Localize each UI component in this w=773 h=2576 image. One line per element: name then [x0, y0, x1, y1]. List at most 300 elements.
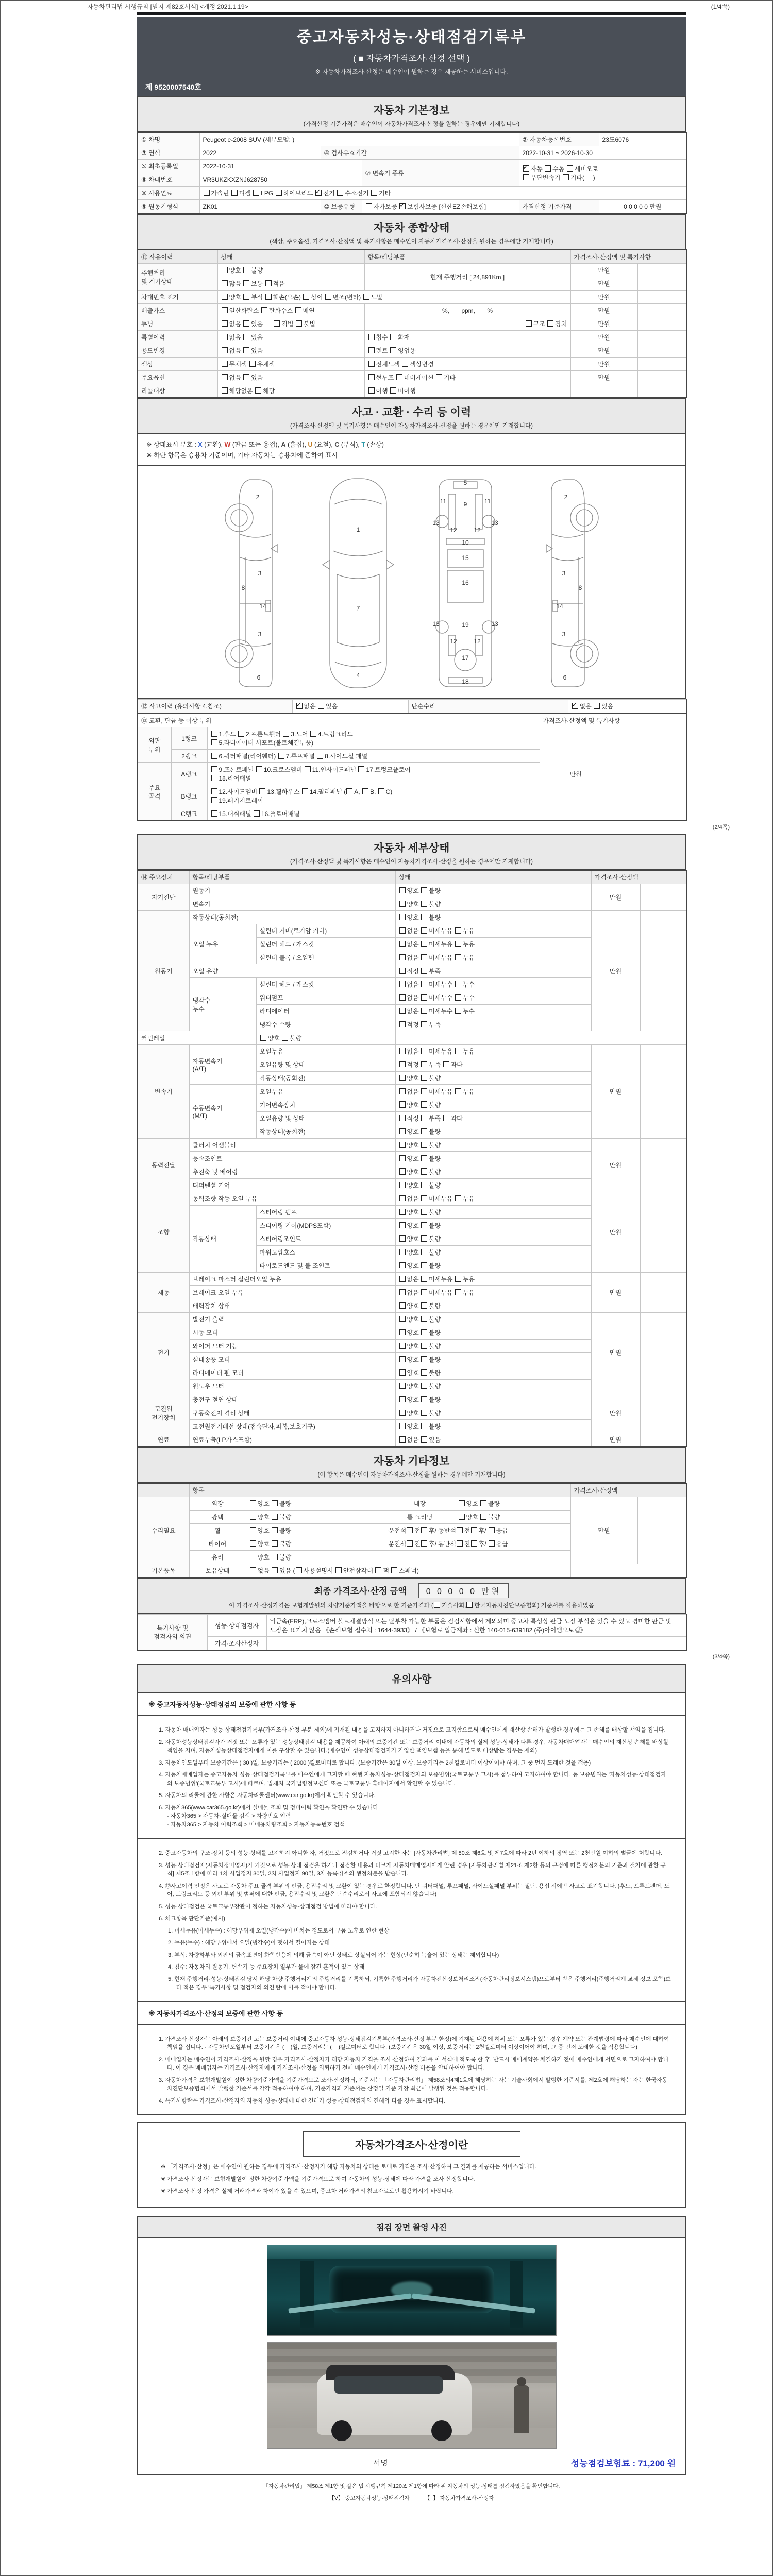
checkbox[interactable]: [371, 190, 377, 196]
checkbox[interactable]: [480, 1514, 486, 1520]
checkbox[interactable]: [421, 1423, 427, 1429]
section-detail-header: [137, 834, 686, 870]
checkbox[interactable]: [399, 1088, 406, 1094]
checkbox[interactable]: [455, 954, 461, 960]
section-etc-title: 자동차 기타정보: [373, 1455, 450, 1467]
checkbox[interactable]: [368, 387, 375, 394]
checkbox[interactable]: [443, 1061, 449, 1067]
checkbox[interactable]: [399, 1235, 406, 1242]
table-cell: 특별이력: [138, 331, 217, 344]
table-cell: 15.대쉬패널 16.플로어패널: [207, 807, 540, 821]
checkbox-checked[interactable]: [296, 703, 303, 709]
checkbox[interactable]: [204, 190, 210, 196]
checkbox[interactable]: [399, 1008, 406, 1014]
checkbox[interactable]: [399, 1289, 406, 1295]
table-cell: 변속기: [138, 1045, 189, 1139]
checkbox[interactable]: [459, 1500, 465, 1506]
checkbox[interactable]: [421, 1075, 427, 1081]
checkbox[interactable]: [443, 1115, 449, 1121]
table-cell: 없음 있음 ( 사용설명서 안전삼각대 잭 스패너): [246, 1564, 570, 1578]
checkbox[interactable]: [421, 994, 427, 1001]
checkbox[interactable]: [455, 1289, 461, 1295]
table-cell: 커먼레일: [138, 1031, 256, 1045]
checkbox[interactable]: [421, 1088, 427, 1094]
checkbox[interactable]: [421, 1383, 427, 1389]
checkbox[interactable]: [421, 1128, 427, 1134]
checkbox[interactable]: [296, 1567, 302, 1573]
checkbox[interactable]: [421, 914, 427, 920]
checkbox[interactable]: [421, 887, 427, 893]
table-cell: A랭크: [171, 763, 207, 785]
table-cell: 휠: [189, 1524, 246, 1537]
checkbox[interactable]: [399, 1276, 406, 1282]
checkbox[interactable]: [421, 1436, 427, 1443]
checkbox[interactable]: [421, 1356, 427, 1362]
checkbox[interactable]: [594, 703, 600, 709]
checkbox[interactable]: [243, 320, 249, 327]
checkbox[interactable]: [399, 1262, 406, 1268]
checkbox[interactable]: [421, 1289, 427, 1295]
checkbox[interactable]: [471, 1540, 477, 1547]
panel-number: 11: [440, 498, 446, 505]
checkbox[interactable]: [243, 374, 249, 380]
table-cell: 전기: [138, 1313, 189, 1393]
checkbox[interactable]: [399, 914, 406, 920]
checkbox[interactable]: [480, 1500, 486, 1506]
table-cell: 항목/해당부품: [364, 250, 570, 264]
table-cell: ⑭ 주요장치: [138, 870, 189, 884]
checkbox[interactable]: [250, 1567, 256, 1573]
checkbox[interactable]: [399, 1329, 406, 1335]
checkbox[interactable]: [310, 731, 316, 737]
checkbox[interactable]: [399, 1061, 406, 1067]
section-basic-title: 자동차 기본정보: [373, 105, 450, 116]
checkbox[interactable]: [256, 766, 262, 772]
checkbox[interactable]: [421, 1182, 427, 1188]
checkbox[interactable]: [523, 174, 529, 180]
checkbox[interactable]: [390, 334, 396, 340]
checkbox[interactable]: [261, 307, 267, 313]
checkbox[interactable]: [455, 1088, 461, 1094]
checkbox[interactable]: [276, 190, 282, 196]
checkbox[interactable]: [421, 954, 427, 960]
checkbox[interactable]: [337, 190, 343, 196]
checkbox[interactable]: [421, 1540, 427, 1547]
checkbox[interactable]: [368, 347, 375, 353]
table-cell: 없음 미세누유 누유: [395, 924, 591, 938]
checkbox[interactable]: [399, 1101, 406, 1108]
table-cell: 없음 미세누유 누유: [395, 1273, 591, 1286]
notices-list-b-items: [152, 1849, 671, 1923]
checkbox[interactable]: [265, 280, 272, 286]
checkbox[interactable]: [249, 361, 256, 367]
table-cell: 일산화탄소 탄화수소 매연: [217, 304, 364, 317]
checkbox[interactable]: [272, 1514, 278, 1520]
checkbox[interactable]: [421, 968, 427, 974]
table-cell: [637, 1497, 686, 1564]
section-accident-header: [137, 398, 686, 434]
signature-label: 서명: [373, 2458, 388, 2467]
checkbox[interactable]: [421, 1061, 427, 1067]
checkbox[interactable]: [296, 320, 302, 327]
checkbox[interactable]: [421, 927, 427, 934]
checkbox[interactable]: [399, 1195, 406, 1201]
notice-item: 2. 중고자동차의 구조·장치 등의 성능·상태를 고지하지 아니한 자, 거짓으로 점검하거나 거짓 고지한 자는 [자동차관리법] 제 80조 제6호 및 제7호에 따라 2년 이하의 징역 또는 2천만원 이하의 벌금에 처합니다.: [159, 1850, 662, 1856]
checkbox[interactable]: [421, 1168, 427, 1175]
table-cell: 브레이크 마스터 실린더오일 누유: [189, 1273, 395, 1286]
checkbox[interactable]: [407, 1527, 413, 1533]
checkbox-checked[interactable]: [523, 165, 529, 172]
table-cell: [640, 1192, 686, 1273]
notice-item: 6. 자동차365(www.car365.go.kr)에서 실매물 조회 및 정비이력 확인을 확인할 수 있습니다. - 자동차365 > 자동차·실매물 검색 > 차량번호 입력 - 자동차365 > 자동차 이력조회 > 매매용차량조회 > 자동차등록번호 검색: [159, 1804, 380, 1828]
checkbox[interactable]: [368, 374, 375, 380]
table-cell: 양호 불량: [395, 1420, 591, 1433]
table-cell: 많음 보통 적음: [217, 277, 364, 291]
checkbox[interactable]: [399, 1155, 406, 1161]
checkbox[interactable]: [421, 901, 427, 907]
checkbox[interactable]: [399, 1048, 406, 1054]
checkbox[interactable]: [243, 267, 249, 273]
table-cell: 이행 미이행: [364, 384, 570, 398]
checkbox[interactable]: [283, 731, 289, 737]
checkbox[interactable]: [390, 387, 396, 394]
checkbox[interactable]: [399, 1021, 406, 1027]
table-cell: 추진축 및 베어링: [189, 1165, 395, 1179]
checkbox[interactable]: [278, 753, 284, 759]
checkbox[interactable]: [421, 1329, 427, 1335]
checkbox[interactable]: [399, 1316, 406, 1322]
checkbox[interactable]: [489, 1527, 495, 1533]
checkbox[interactable]: [399, 1436, 406, 1443]
table-cell: 양호 불량: [395, 911, 591, 924]
car-diagram-side-right: [529, 472, 606, 694]
checkbox[interactable]: [471, 1527, 477, 1533]
checkbox[interactable]: [222, 307, 228, 313]
checkbox[interactable]: [317, 753, 323, 759]
checkbox[interactable]: [399, 968, 406, 974]
checkbox[interactable]: [421, 1410, 427, 1416]
section-detail-subtitle: (가격조사·산정액 및 특기사항은 매수인이 자동차가격조사·산정을 원하는 경우에만 기재합니다): [290, 859, 533, 865]
checkbox[interactable]: [563, 174, 569, 180]
table-cell: 양호 불량: [395, 1299, 591, 1313]
checkbox[interactable]: [455, 1195, 461, 1201]
table-cell: 실린더 커버(로커암 커버): [256, 924, 395, 938]
checkbox[interactable]: [222, 294, 228, 300]
checkbox[interactable]: [421, 1222, 427, 1228]
table-cell: 기본품목: [138, 1564, 189, 1578]
checkbox[interactable]: [222, 280, 228, 286]
final-price-block: [137, 1578, 686, 1614]
checkbox[interactable]: [243, 347, 249, 353]
checkbox[interactable]: [250, 1514, 256, 1520]
checkbox[interactable]: [346, 788, 352, 794]
table-cell: 없음 있음: [217, 371, 364, 384]
checkbox[interactable]: [421, 1209, 427, 1215]
checkbox[interactable]: [567, 165, 573, 172]
notices-list-b6-items: [152, 1927, 671, 1992]
checkbox[interactable]: [421, 1142, 427, 1148]
table-cell: [640, 1433, 686, 1447]
checkbox[interactable]: [305, 766, 311, 772]
checkbox[interactable]: [282, 1035, 288, 1041]
checkbox[interactable]: [457, 1540, 463, 1547]
table-cell: 상태: [395, 870, 591, 884]
checkbox[interactable]: [375, 1567, 381, 1573]
table-cell: 스티어링조인트: [256, 1232, 395, 1246]
checkbox[interactable]: [265, 294, 272, 300]
checkbox[interactable]: [455, 1276, 461, 1282]
checkbox[interactable]: [399, 1222, 406, 1228]
table-cell: 없음 미세누유 누유: [395, 1085, 591, 1098]
checkbox[interactable]: [335, 1567, 342, 1573]
checkbox[interactable]: [399, 941, 406, 947]
table-cell: 오일 유량: [189, 964, 395, 978]
checkbox[interactable]: [211, 788, 217, 794]
checkbox[interactable]: [436, 374, 442, 380]
checkbox[interactable]: [421, 1527, 427, 1533]
table-cell: 주행거리 및 계기상태: [138, 264, 217, 291]
checkbox[interactable]: [455, 1008, 461, 1014]
checkbox[interactable]: [368, 334, 375, 340]
checkbox[interactable]: [399, 1343, 406, 1349]
notice-item: 5. 현재 주행거리·성능·상태점검 당시 해당 차량 주행거리계의 주행거리를 기록하되, 기록한 주행거리가 자동차전산정보처리조직(자동차관리정보시스템)으로부터 받은 주행거리(주행거리계 교체 정보 포함)보다 적은 경우 '특기사항 및 점검자의 의견'란에 이를 적어야 합니다.: [168, 1976, 671, 1991]
checkbox[interactable]: [243, 334, 249, 340]
status-code-letter: C: [334, 441, 340, 448]
checkbox[interactable]: [250, 1554, 256, 1560]
table-cell: 양호 불량: [395, 1139, 591, 1152]
table-cell: 배력장치 상태: [189, 1299, 395, 1313]
checkbox[interactable]: [250, 1527, 256, 1533]
checkbox[interactable]: [421, 1369, 427, 1376]
checkbox[interactable]: [399, 981, 406, 987]
checkbox[interactable]: [254, 810, 260, 817]
checkbox[interactable]: [399, 1396, 406, 1402]
checkbox[interactable]: [455, 927, 461, 934]
checkbox[interactable]: [457, 1527, 463, 1533]
checkbox[interactable]: [274, 320, 280, 327]
checkbox[interactable]: [222, 320, 228, 327]
checkbox[interactable]: [421, 1101, 427, 1108]
checkbox[interactable]: [399, 1075, 406, 1081]
checkbox[interactable]: [391, 1567, 397, 1573]
table-cell: 보유상태: [189, 1564, 246, 1578]
table-cell: 항목: [189, 1483, 570, 1497]
table-cell: 작동상태(공회전): [256, 1072, 395, 1085]
checkbox-checked[interactable]: [399, 203, 406, 209]
table-cell: 만원: [591, 1192, 640, 1273]
checkbox[interactable]: [303, 294, 309, 300]
checkbox[interactable]: [399, 1182, 406, 1188]
detail-state-table: [137, 870, 687, 1447]
checkbox[interactable]: [399, 1356, 406, 1362]
checkbox[interactable]: [421, 1276, 427, 1282]
table-cell: 워터펌프: [256, 991, 395, 1005]
checkbox[interactable]: [211, 739, 217, 745]
checkbox[interactable]: [459, 1514, 465, 1520]
checkbox[interactable]: [255, 387, 261, 394]
checkbox[interactable]: [250, 1540, 256, 1547]
checkbox[interactable]: [421, 1262, 427, 1268]
checkbox[interactable]: [211, 753, 217, 759]
checkbox[interactable]: [421, 1021, 427, 1027]
checkbox[interactable]: [238, 731, 244, 737]
checkbox[interactable]: [421, 1235, 427, 1242]
notice-item: ※ 「가격조사·산정」은 매수인이 원하는 경우에 가격조사·산정자가 해당 자동차의 상태를 토대로 가격을 조사·산정하여 그 결과를 제공하는 서비스입니다.: [161, 2164, 536, 2170]
checkbox[interactable]: [272, 1540, 278, 1547]
checkbox[interactable]: [399, 1115, 406, 1121]
checkbox[interactable]: [272, 1567, 278, 1573]
checkbox[interactable]: [399, 1369, 406, 1376]
checkbox[interactable]: [211, 766, 217, 772]
table-cell: [570, 1564, 686, 1578]
checkbox[interactable]: [421, 1316, 427, 1322]
table-cell: 없음 미세누유 누유: [395, 938, 591, 951]
checkbox[interactable]: [421, 941, 427, 947]
checkbox[interactable]: [211, 797, 217, 803]
checkbox[interactable]: [222, 374, 228, 380]
checkbox[interactable]: [366, 203, 372, 209]
checkbox[interactable]: [455, 994, 461, 1001]
table-cell: 없음 미세누유 누유: [395, 951, 591, 964]
checkbox[interactable]: [421, 981, 427, 987]
table-cell: 타이어: [189, 1537, 246, 1551]
checkbox[interactable]: [302, 788, 308, 794]
checkbox[interactable]: [421, 1048, 427, 1054]
checkbox[interactable]: [378, 788, 384, 794]
checkbox[interactable]: [466, 1602, 473, 1608]
table-cell: 만원: [540, 727, 612, 821]
checkbox[interactable]: [399, 1209, 406, 1215]
table-cell: 구동축전지 격리 상태: [189, 1406, 395, 1420]
checkbox[interactable]: [526, 320, 532, 327]
checkbox[interactable]: [211, 810, 217, 817]
checkbox[interactable]: [399, 1128, 406, 1134]
price-survey-info-title: 자동차가격조사·산정이란: [303, 2131, 520, 2157]
checkbox[interactable]: [399, 901, 406, 907]
checkbox[interactable]: [399, 1302, 406, 1309]
checkbox[interactable]: [547, 320, 553, 327]
checkbox[interactable]: [421, 1008, 427, 1014]
checkbox[interactable]: [399, 994, 406, 1001]
checkbox[interactable]: [243, 280, 249, 286]
checkbox[interactable]: [390, 347, 396, 353]
checkbox[interactable]: [222, 334, 228, 340]
checkbox[interactable]: [399, 1383, 406, 1389]
checkbox[interactable]: [259, 788, 265, 794]
panel-number: 13: [491, 519, 498, 527]
checkbox[interactable]: [222, 347, 228, 353]
checkbox[interactable]: [399, 887, 406, 893]
table-cell: 적정 부족 과다: [395, 1112, 591, 1125]
checkbox[interactable]: [396, 374, 402, 380]
car-diagram-bottom: [422, 472, 509, 694]
checkbox[interactable]: [455, 941, 461, 947]
checkbox[interactable]: [421, 1396, 427, 1402]
checkbox[interactable]: [222, 361, 228, 367]
checkbox[interactable]: [318, 703, 324, 709]
status-code-letter: X: [198, 441, 203, 448]
table-cell: 상태: [217, 250, 364, 264]
checkbox[interactable]: [407, 1540, 413, 1547]
checkbox[interactable]: [421, 1115, 427, 1121]
table-cell: 침수 화재: [364, 331, 570, 344]
table-cell: ⑤ 최초등록일: [138, 160, 199, 173]
checkbox[interactable]: [231, 190, 238, 196]
table-cell: 만원: [570, 277, 637, 291]
checkbox[interactable]: [434, 1602, 440, 1608]
checkbox[interactable]: [455, 981, 461, 987]
checkbox[interactable]: [325, 294, 331, 300]
checkbox[interactable]: [222, 267, 228, 273]
checkbox-checked[interactable]: [572, 703, 578, 709]
checkbox[interactable]: [362, 788, 368, 794]
checkbox[interactable]: [545, 165, 551, 172]
checkbox[interactable]: [260, 1035, 266, 1041]
checkbox[interactable]: [222, 387, 228, 394]
price-survey-info-box: [137, 2122, 686, 2208]
table-cell: 실린더 헤드 / 개스킷: [256, 978, 395, 991]
checkbox[interactable]: [402, 361, 408, 367]
checkbox[interactable]: [211, 731, 217, 737]
checkbox[interactable]: [363, 294, 369, 300]
table-cell: 양호 불량: [395, 1313, 591, 1326]
inspection-photo-rear: [267, 2342, 557, 2449]
table-cell: [640, 1045, 686, 1139]
checkbox[interactable]: [295, 307, 301, 313]
checkbox[interactable]: [421, 1195, 427, 1201]
checkbox[interactable]: [358, 766, 364, 772]
table-cell: 없음 미세누수 누수: [395, 1005, 591, 1018]
table-cell: [640, 1139, 686, 1192]
notices-title: 유의사항: [137, 1664, 686, 1693]
checkbox[interactable]: [421, 1249, 427, 1255]
table-cell: 윈도우 모터: [189, 1380, 395, 1393]
table-cell: ✓ 없음 있음: [568, 700, 686, 714]
checkbox[interactable]: [399, 1142, 406, 1148]
table-cell: 성능·상태점검자: [207, 1615, 266, 1637]
checkbox-checked[interactable]: [315, 190, 322, 196]
table-cell: 만원: [570, 371, 637, 384]
panel-rank-table: [137, 714, 687, 821]
checkbox[interactable]: [399, 1423, 406, 1429]
checkbox[interactable]: [421, 1155, 427, 1161]
checkbox[interactable]: [250, 1500, 256, 1506]
checkbox[interactable]: [272, 1554, 278, 1560]
checkbox[interactable]: [211, 775, 217, 781]
table-cell: 렌트 영업용: [364, 344, 570, 358]
section-basic-subtitle: (가격산정 기준가격은 매수인이 자동차가격조사·산정을 원하는 경우에만 기재합니다): [303, 121, 520, 127]
checkbox[interactable]: [421, 1302, 427, 1309]
checkbox[interactable]: [253, 190, 259, 196]
checkbox[interactable]: [455, 1048, 461, 1054]
checkbox[interactable]: [399, 927, 406, 934]
checkbox[interactable]: [489, 1540, 495, 1547]
checkbox[interactable]: [272, 1500, 278, 1506]
checkbox[interactable]: [421, 1343, 427, 1349]
checkbox[interactable]: [272, 1527, 278, 1533]
checkbox[interactable]: [368, 361, 375, 367]
checkbox[interactable]: [399, 1410, 406, 1416]
table-cell: 만원: [570, 264, 637, 277]
checkbox[interactable]: [399, 1249, 406, 1255]
checkbox[interactable]: [243, 294, 249, 300]
checkbox[interactable]: [399, 1168, 406, 1175]
table-cell: 적정 부족: [395, 1018, 591, 1031]
notices-section2-title: ※ 자동차가격조사·산정의 보증에 관한 사항 등: [137, 2002, 686, 2025]
checkbox[interactable]: [399, 954, 406, 960]
table-cell: 2022-10-31 ~ 2026-10-30: [519, 146, 686, 160]
panel-number: 5: [463, 479, 467, 486]
